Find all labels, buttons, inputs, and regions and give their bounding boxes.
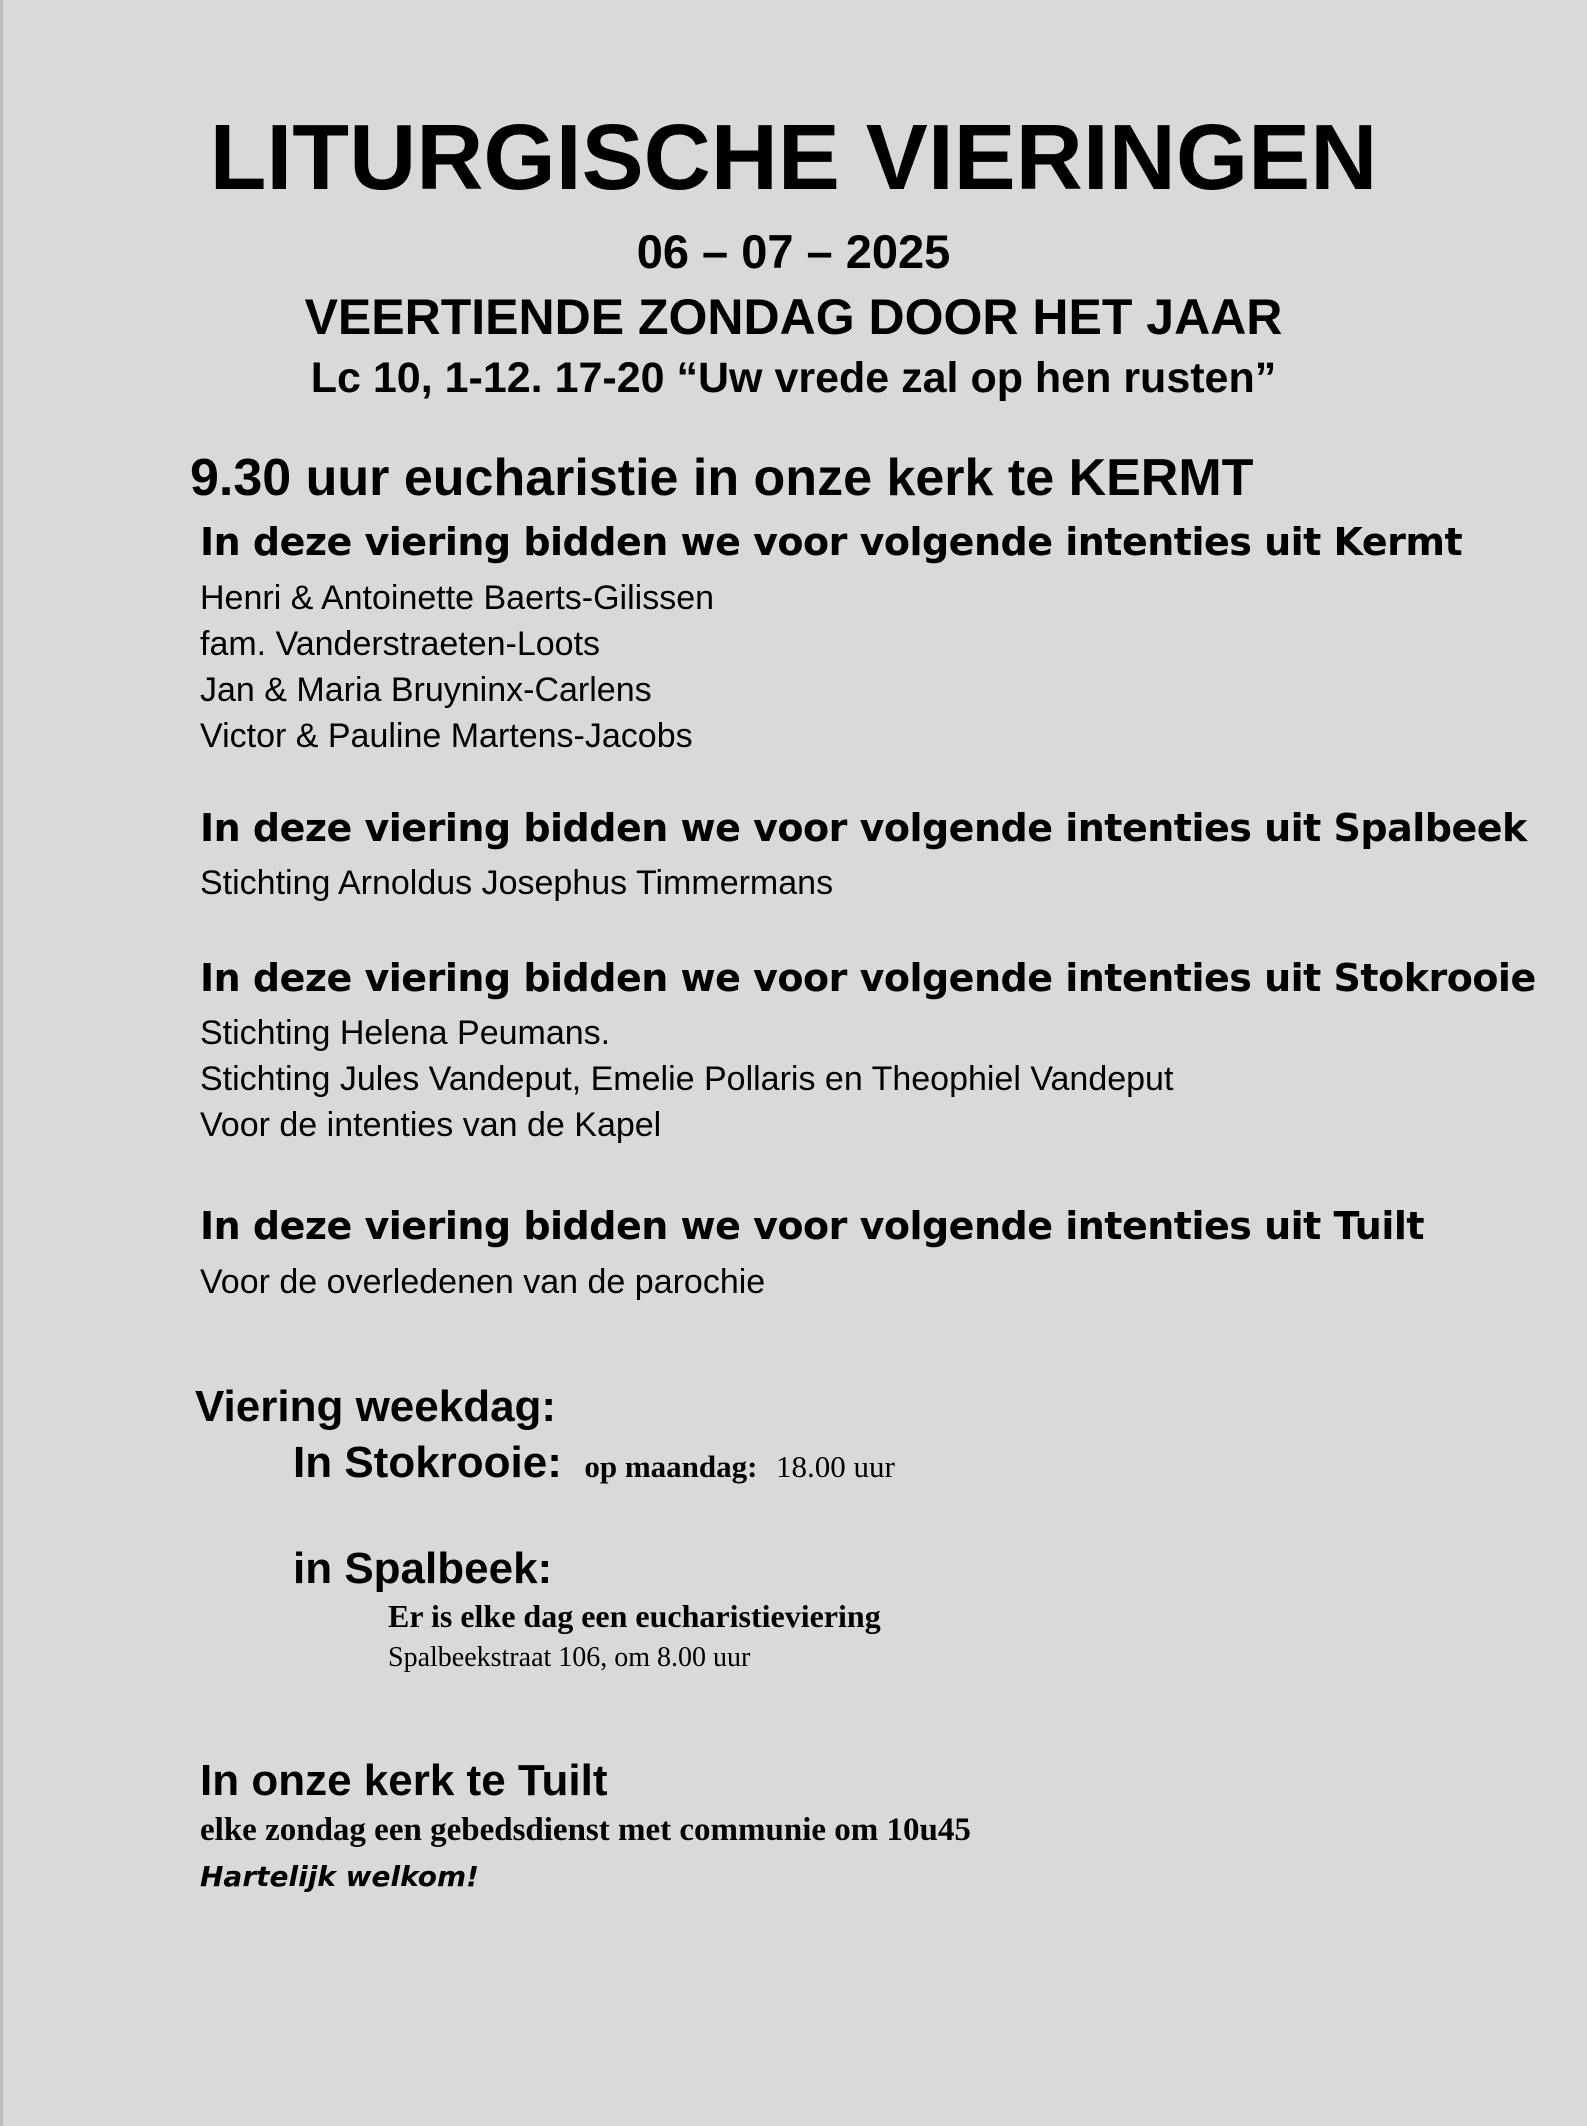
intention-item: fam. Vanderstraeten-Loots — [200, 625, 601, 663]
intention-item: Jan & Maria Bruyninx-Carlens — [200, 671, 652, 709]
intention-item: Henri & Antoinette Baerts-Gilissen — [200, 579, 715, 617]
page-title: LITURGISCHE VIERINGEN — [209, 105, 1378, 209]
gospel-reading: Lc 10, 1-12. 17-20 “Uw vrede zal op hen rusten” — [310, 354, 1277, 402]
intention-item: Stichting Jules Vandeput, Emelie Pollaris en Theophiel Vandeput — [200, 1060, 1174, 1098]
weekday-spalbeek-line1: Er is elke dag een eucharistieviering — [388, 1598, 881, 1634]
weekday-spalbeek-line2: Spalbeekstraat 106, om 8.00 uur — [388, 1642, 751, 1673]
intentions-heading-spalbeek: In deze viering bidden we voor volgende intenties uit Spalbeek — [200, 806, 1527, 850]
liturgical-sunday: VEERTIENDE ZONDAG DOOR HET JAAR — [304, 289, 1283, 345]
weekday-stokrooie — [293, 1438, 895, 1488]
tuilt-service-line: elke zondag een gebedsdienst met communie om 10u45 — [200, 1812, 971, 1848]
intention-item: Voor de intenties van de Kapel — [200, 1106, 662, 1144]
welcome-text: Hartelijk welkom! — [200, 1860, 479, 1893]
weekday-heading: Viering weekdag: — [195, 1382, 557, 1431]
intention-item: Stichting Arnoldus Josephus Timmermans — [200, 864, 834, 902]
weekday-stokrooie-day: op maandag: — [584, 1449, 758, 1484]
celebration-date: 06 – 07 – 2025 — [636, 225, 951, 278]
weekday-spalbeek-label: in Spalbeek: — [293, 1544, 553, 1593]
intention-item: Victor & Pauline Martens-Jacobs — [200, 717, 693, 755]
intention-item: Voor de overledenen van de parochie — [200, 1263, 766, 1301]
mass-announcement: 9.30 uur eucharistie in onze kerk te KERMT — [190, 449, 1254, 507]
intentions-heading-tuilt: In deze viering bidden we voor volgende intenties uit Tuilt — [200, 1204, 1425, 1248]
tuilt-heading: In onze kerk te Tuilt — [200, 1756, 608, 1805]
weekday-stokrooie-time: 18.00 uur — [775, 1449, 895, 1484]
intention-item: Stichting Helena Peumans. — [200, 1014, 611, 1052]
intentions-heading-stokrooie: In deze viering bidden we voor volgende intenties uit Stokrooie — [200, 956, 1536, 1000]
intentions-heading-kermt: In deze viering bidden we voor volgende intenties uit Kermt — [200, 520, 1463, 564]
weekday-stokrooie-label: In Stokrooie: — [293, 1438, 562, 1487]
